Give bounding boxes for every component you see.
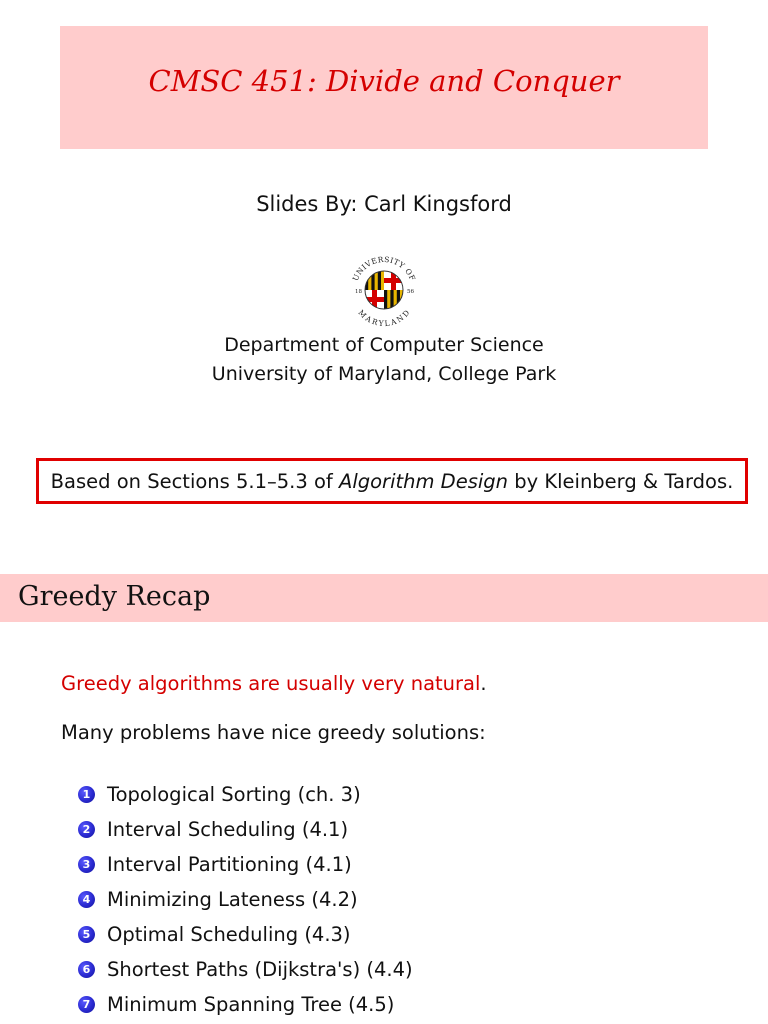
seal-year-right: 56 <box>407 289 414 295</box>
university-seal-logo <box>344 250 424 330</box>
highlight-period: . <box>480 672 487 695</box>
dept-line: Department of Computer Science <box>224 334 544 356</box>
highlight-text: Greedy algorithms are usually very natural <box>61 672 481 695</box>
list-item-label: Interval Scheduling (4.1) <box>107 818 349 841</box>
source-prefix: Based on Sections 5.1–5.3 of <box>50 469 339 493</box>
list-item-label: Minimum Spanning Tree (4.5) <box>107 993 395 1016</box>
seal-bottom-text: MARYLAND <box>356 308 412 329</box>
number-bullet-icon: 2 <box>78 821 95 838</box>
list-item-label: Interval Partitioning (4.1) <box>107 853 352 876</box>
list-item <box>78 987 413 1022</box>
number-bullet-icon: 7 <box>78 996 95 1013</box>
list-item-label: Minimizing Lateness (4.2) <box>107 888 358 911</box>
list-item <box>78 952 413 987</box>
slide-title: CMSC 451: Divide and Conquer <box>148 63 620 98</box>
list-item <box>78 882 413 917</box>
list-item-label: Shortest Paths (Dijkstra's) (4.4) <box>107 958 413 981</box>
svg-text:MARYLAND <box>356 308 411 328</box>
seal-top-text: UNIVERSITY OF <box>350 254 418 283</box>
number-bullet-icon: 1 <box>78 786 95 803</box>
university-line: University of Maryland, College Park <box>211 363 557 385</box>
title-banner <box>60 26 708 149</box>
list-item <box>78 812 413 847</box>
list-item <box>78 917 413 952</box>
source-reference-box <box>36 458 748 504</box>
intro-text: Many problems have nice greedy solutions: <box>61 721 486 744</box>
number-bullet-icon: 6 <box>78 961 95 978</box>
list-item <box>78 847 413 882</box>
number-bullet-icon: 4 <box>78 891 95 908</box>
number-bullet-icon: 3 <box>78 856 95 873</box>
source-suffix: by Kleinberg & Tardos. <box>508 469 734 493</box>
list-item <box>78 777 413 812</box>
author-line: Slides By: Carl Kingsford <box>256 192 512 216</box>
seal-year-left: 18 <box>355 289 362 295</box>
list-item-label: Topological Sorting (ch. 3) <box>107 783 361 806</box>
section-header-bar <box>0 574 768 622</box>
list-item-label: Optimal Scheduling (4.3) <box>107 923 351 946</box>
section-title: Greedy Recap <box>18 581 211 612</box>
source-book-title: Algorithm Design <box>338 469 509 493</box>
highlight-statement <box>61 672 487 695</box>
affiliation <box>0 331 768 389</box>
number-bullet-icon: 5 <box>78 926 95 943</box>
greedy-problems-list <box>78 777 413 1022</box>
